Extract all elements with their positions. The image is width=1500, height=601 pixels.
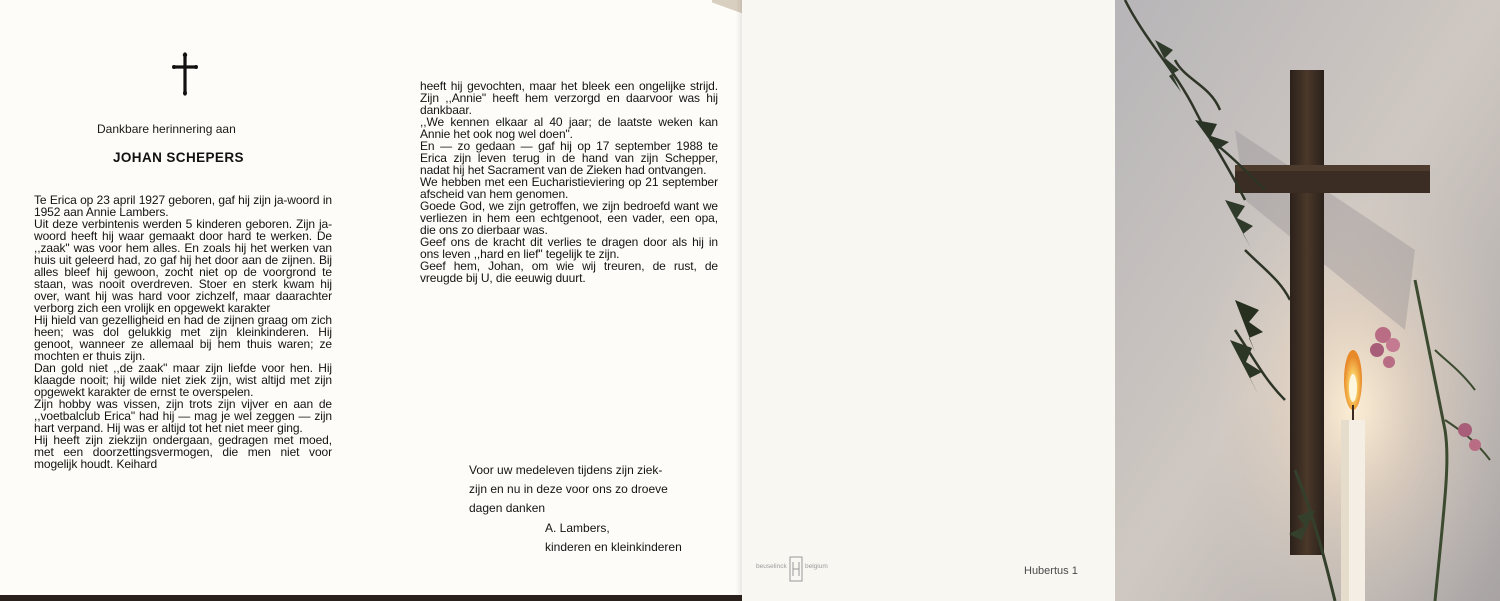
thanks-line: Voor uw medeleven tijdens zijn ziek- — [469, 463, 663, 477]
paragraph: Goede God, we zijn getroffen, we zijn bedroefd want we verliezen in hem een echtgenoot, een vader, een opa, die ons zo dierbaar was. — [420, 199, 718, 237]
paragraph: Hij heeft zijn ziekzijn ondergaan, gedragen met moed, met een doorzettingsvermogen, die men niet voor mogelijk houdt. Keihard — [34, 433, 332, 471]
paragraph: heeft hij gevochten, maar het bleek een ongelijke strijd. Zijn ,,Annie" heeft hem verzorgd en daarvoor was hij dankbaar. — [420, 79, 718, 117]
card-text-panel — [0, 0, 742, 601]
thanks-line: zijn en nu in deze voor ons zo droeve — [469, 482, 668, 496]
paragraph: We hebben met een Eucharistieviering op 21 september afscheid van hem genomen. — [420, 175, 718, 201]
cross-icon — [170, 52, 200, 96]
paragraph: ,,We kennen elkaar al 40 jaar; de laatste weken kan Annie het ook nog wel doen". — [420, 115, 718, 141]
paragraph: En — zo gedaan — gaf hij op 17 september 1988 te Erica zijn leven terug in de hand van zijn Schepper, nadat hij het Sacrament van de Zieken had ontvangen. — [420, 139, 718, 177]
photo-illustration — [1115, 0, 1500, 601]
deceased-name: JOHAN SCHEPERS — [113, 150, 244, 165]
remembrance-heading: Dankbare herinnering aan — [97, 122, 236, 136]
signature-block — [545, 519, 745, 557]
card-blank-panel — [742, 0, 1115, 601]
series-label: Hubertus 1 — [1024, 565, 1078, 577]
card-edge — [0, 595, 742, 601]
publisher-logo-right-text: belgium — [805, 563, 828, 570]
publisher-logo — [756, 556, 846, 584]
publisher-emblem-icon — [788, 556, 804, 582]
paragraph: Zijn hobby was vissen, zijn trots zijn vijver en aan de ,,voetbalclub Erica" had hij — mag je wel zeggen — zijn hart verpand. Hij was er altijd tot het niet meer ging. — [34, 397, 332, 435]
thanks-note — [469, 461, 729, 518]
signature-line: A. Lambers, — [545, 521, 610, 535]
paragraph: Uit deze verbintenis werden 5 kinderen geboren. Zijn ja-woord heeft hij waar gemaakt door hard te werken. De ,,zaak" was voor hem alles. En zoals hij het werken van huis uit geleerd had, zo gaf hij het door aan de zijnen. Bij alles bleef hij gewoon, zocht niet op de voorgrond te staan, was nooit overdreven. Stoer en sterk kwam hij over, want hij was hard voor zichzelf, maar daarachter verborg zich een vrolijk en opgewekt karakter — [34, 217, 332, 315]
paragraph: Geef hem, Johan, om wie wij treuren, de rust, de vreugde bij U, die eeuwig duurt. — [420, 259, 718, 285]
publisher-logo-left-text: beuselinck — [756, 563, 787, 570]
paragraph: Te Erica op 23 april 1927 geboren, gaf hij zijn ja-woord in 1952 aan Annie Lambers. — [34, 193, 332, 219]
paragraph: Dan gold niet ,,de zaak" maar zijn liefde voor hen. Hij klaagde nooit; hij wilde niet ziek zijn, wist altijd met zijn opgewekt karakter de ernst te overspelen. — [34, 361, 332, 399]
text-column-left — [34, 194, 332, 470]
signature-line: kinderen en kleinkinderen — [545, 540, 682, 554]
paragraph: Geef ons de kracht dit verlies te dragen door als hij in ons leven ,,hard en lief" tegelijk te zijn. — [420, 235, 718, 261]
thanks-line: dagen danken — [469, 501, 546, 515]
text-column-right — [420, 80, 718, 284]
cross-candle-photo — [1115, 0, 1500, 601]
paragraph: Hij hield van gezelligheid en had de zijnen graag om zich heen; was dol gelukkig met zijn kleinkinderen. Hij genoot, wanneer ze allemaal bij hem thuis waren; ze mochten er thuis zijn. — [34, 313, 332, 363]
